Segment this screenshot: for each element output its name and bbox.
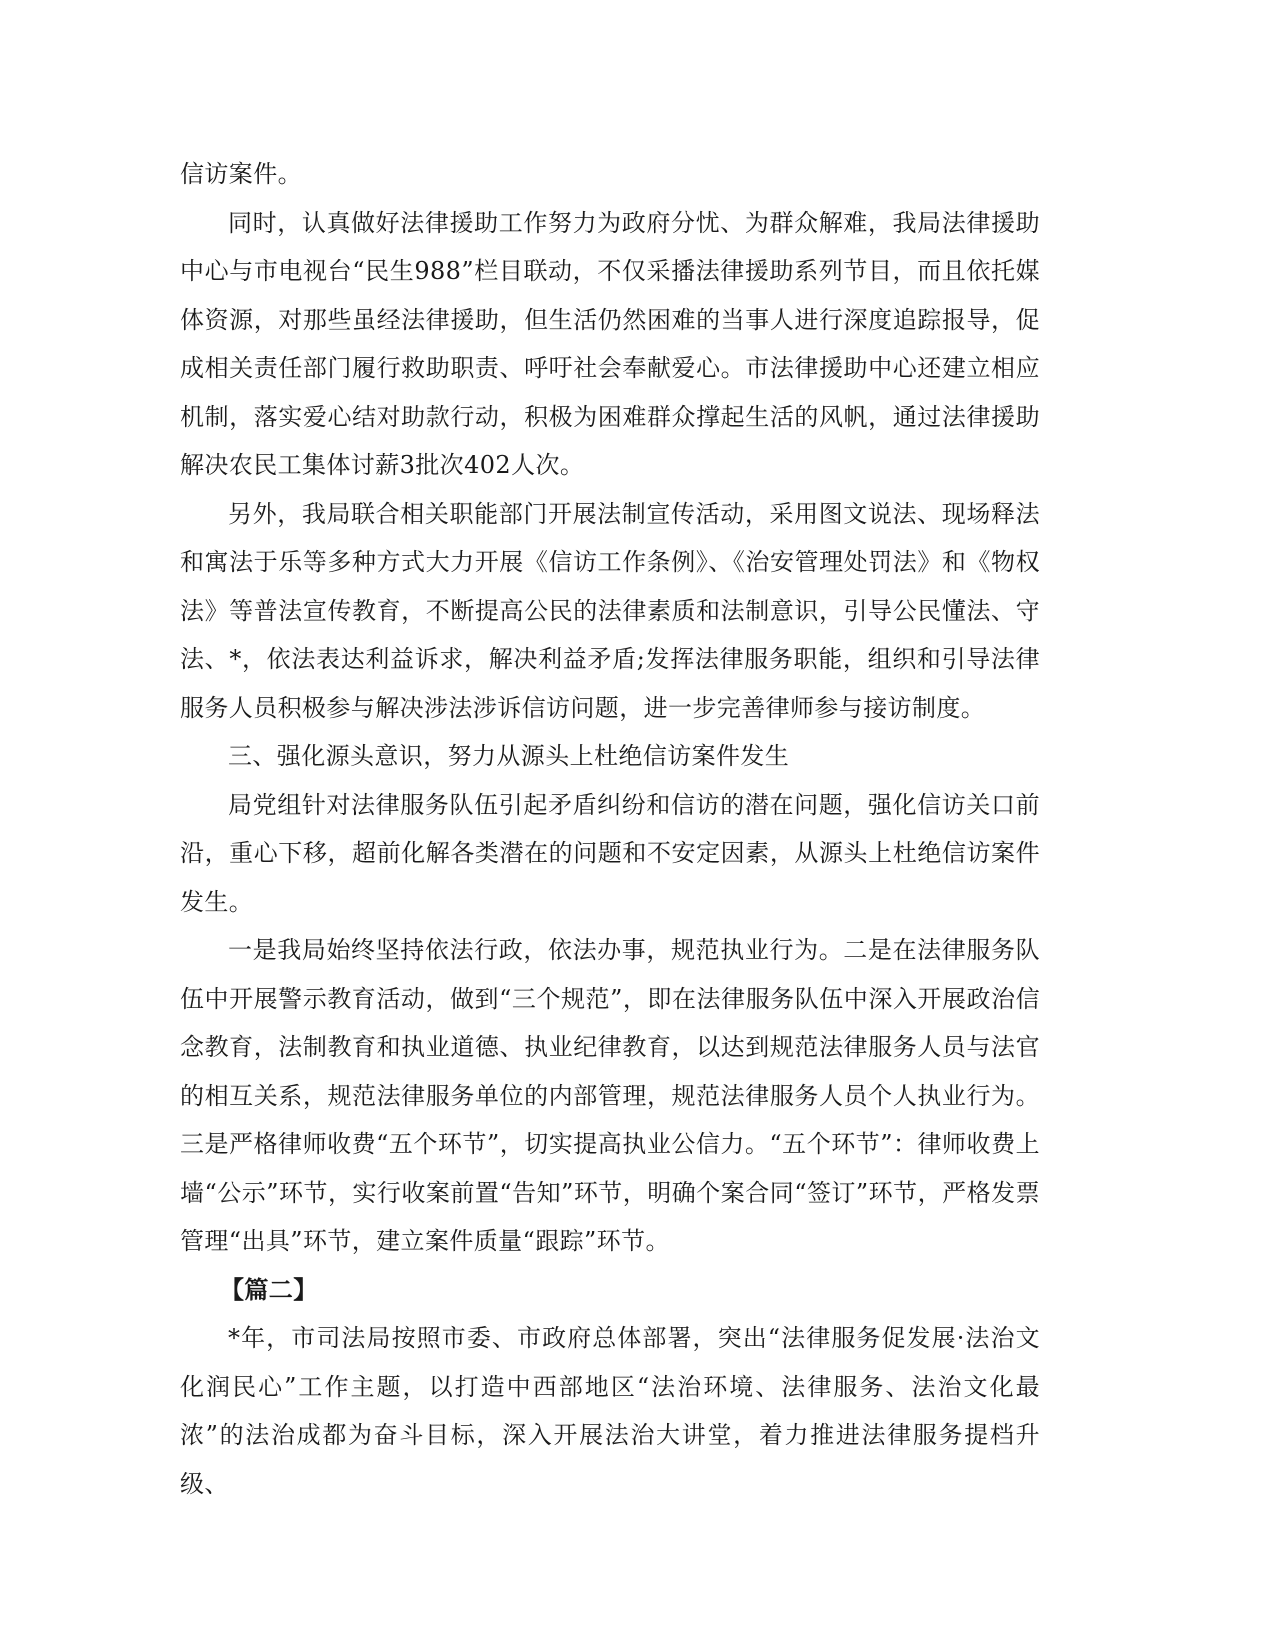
paragraph-measures: 一是我局始终坚持依法行政，依法办事，规范执业行为。二是在法律服务队伍中开展警示教育活动，做到“三个规范”，即在法律服务队伍中深入开展政治信念教育，法制教育和执业道德、执业纪律教育，以达到规范法律服务人员与法官的相互关系，规范法律服务单位的内部管理，规范法律服务人员个人执业行为。三是严格律师收费“五个环节”，切实提高执业公信力。“五个环节”：律师收费上墙“公示”环节，实行收案前置“告知”环节，明确个案合同“签订”环节，严格发票管理“出具”环节，建立案件质量“跟踪”环节。 (180, 936, 1040, 1255)
section-label-part-two: 【篇二】 (220, 1274, 318, 1304)
section-heading-three: 三、强化源头意识，努力从源头上杜绝信访案件发生 (228, 742, 790, 770)
paragraph-legal-publicity: 另外，我局联合相关职能部门开展法制宣传活动，采用图文说法、现场释法和寓法于乐等多种方式大力开展《信访工作条例》、《治安管理处罚法》和《物权法》等普法宣传教育，不断提高公民的法律素质和法制意识，引导公民懂法、守法、*，依法表达利益诉求，解决利益矛盾;发挥法律服务职能，组织和引导法律服务人员积极参与解决涉法涉诉信访问题，进一步完善律师参与接访制度。 (180, 499, 1040, 722)
paragraph-part-two-intro: *年，市司法局按照市委、市政府总体部署，突出“法律服务促发展·法治文化润民心”工作主题，以打造中西部地区“法治环境、法律服务、法治文化最浓”的法治成都为奋斗目标，深入开展法治大讲堂，着力推进法律服务提档升级、 (180, 1324, 1040, 1498)
paragraph-continuation: 信访案件。 (180, 160, 302, 188)
document-page (180, 150, 1040, 1508)
paragraph-legal-aid: 同时，认真做好法律援助工作努力为政府分忧、为群众解难，我局法律援助中心与市电视台“民生988”栏目联动，不仅采播法律援助系列节目，而且依托媒体资源，对那些虽经法律援助，但生活仍然困难的当事人进行深度追踪报导，促成相关责任部门履行救助职责、呼吁社会奉献爱心。市法律援助中心还建立相应机制，落实爱心结对助款行动，积极为困难群众撑起生活的风帆，通过法律援助解决农民工集体讨薪3批次402人次。 (180, 208, 1040, 479)
paragraph-source-control: 局党组针对法律服务队伍引起矛盾纠纷和信访的潜在问题，强化信访关口前沿，重心下移，超前化解各类潜在的问题和不安定因素，从源头上杜绝信访案件发生。 (180, 790, 1040, 916)
